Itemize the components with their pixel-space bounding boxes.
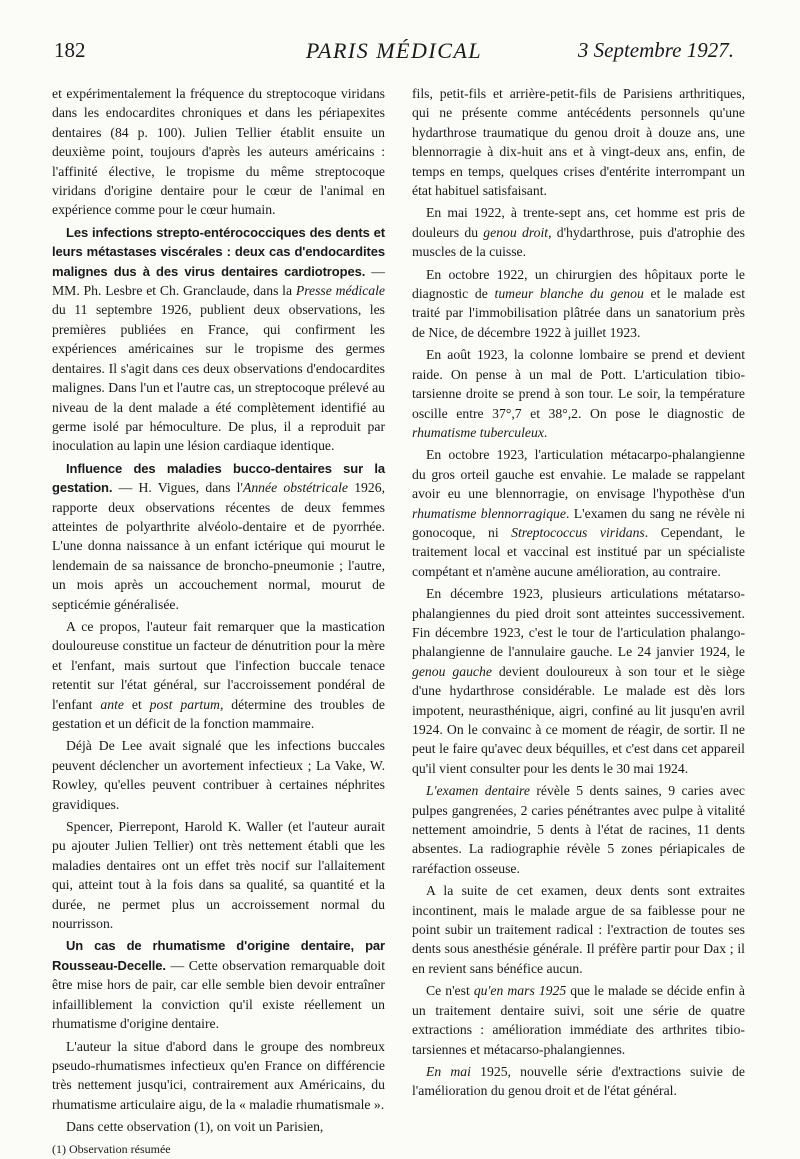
paragraph: Dans cette observation (1), on voit un Parisien, <box>66 1119 324 1135</box>
paragraph: Les infections strepto-entérococciques des dents et leurs métastases viscérales : deux cas d'endocardites malignes dus à des virus dentaires cardiotropes. — MM. Ph. Lesbre et Ch. Granclaude, dans la Presse médicale du 11 septembre 1926, publient deux observations, les premières publiées en France, qui confirment les expériences américaines sur le tropisme des germes dentaires. Il s'agit dans ces deux observations d'endocardites malignes. Dans l'un et l'autre cas, un streptocoque prélevé au niveau de la dent malade a été complètement identifié au germe isolé par hémoculture. De plus, il a reproduit par inoculation au lapin une lésion cardiaque identique. <box>52 224 386 454</box>
right-column <box>412 84 745 1101</box>
paragraph: En mai 1922, à trente-sept ans, cet homme est pris de douleurs du genou droit, d'hydarthrose, puis d'atrophie des muscles de la cuisse. <box>412 205 745 260</box>
paragraph: L'examen dentaire révèle 5 dents saines, 9 caries avec pulpes gangrenées, 2 caries pénétrantes avec pulpe à vitalité nettement amoindrie, 5 dents à l'état de racines, 11 dents absentes. La radiographie révèle 5 zones périapicales de raréfaction osseuse. <box>412 783 745 876</box>
journal-citation: Presse médicale <box>295 283 386 299</box>
running-head <box>54 38 734 72</box>
issue-date: 3 Septembre 1927. <box>577 38 734 62</box>
paragraph: En décembre 1923, plusieurs articulations métatarso-phalangiennes du pied droit sont atteintes successivement. Fin décembre 1923, c'est le tour de l'articulation phalango-phalangienne de l'annulaire gauche. Le 24 janvier 1924, le genou gauche devient douloureux à son tour et le siège d'une hydarthrose considérable. Le malade est dès lors impotent, neurasthénique, aigri, confiné au lit jusqu'en avril 1924. On le convainc à ce moment de réagir, de sortir. Il ne peut le faire qu'avec deux béquilles, et c'est dans cet appareil qu'il vient consulter pour les dents le 30 mai 1924. <box>412 586 745 776</box>
paragraph: Spencer, Pierrepont, Harold K. Waller (et l'auteur aurait pu ajouter Julien Tellier) ont très nettement établi que les maladies dentaires ont un effet très nocif sur l'allaitement qui, atteint tout à la fois dans sa qualité, sa quantité et la durée, ne permet plus un accroissement normal du nourrisson. <box>52 819 385 932</box>
paragraph: A ce propos, l'auteur fait remarquer que la mastication douloureuse constitue un facteur de dénutrition pour la mère et l'enfant, mais surtout que l'infection buccale tenace retentit sur l'état général, sur l'accroissement pondéral de l'enfant ante et post partum, détermine des troubles de gestation et un déficit de la fonction mammaire. <box>52 618 385 731</box>
footnote: (1) Observation résumée <box>52 1141 171 1156</box>
paragraph: En octobre 1923, l'articulation métacarpo-phalangienne du gros orteil gauche est envahie. Le malade se rappelant avoir eu une blennorragie, on envisage l'hypothèse d'un rhumatisme blennorragique. L'examen du sang ne révèle ni gonocoque, ni Streptococcus viridans. Cependant, le traitement local et vaccinal est institué par un spécialiste compétant et n'amène aucune amélioration, au contraire. <box>412 447 746 579</box>
paragraph: A la suite de cet examen, deux dents sont extraites incontinent, mais le malade argue de sa faiblesse pour ne point subir un traitement radical : l'extraction de toutes ses dents sous anesthésie générale. Il préfère partir pour Dax ; il en revient sans bénéfice aucun. <box>412 883 745 976</box>
paragraph: Influence des maladies bucco-dentaires sur la gestation. — H. Vigues, dans l'Année obstétricale 1926, rapporte deux observations récentes de deux femmes atteintes de polyarthrite alvéolo-dentaire et de pyorrhée. L'une donna naissance à un enfant ictérique qui mourut le lendemain de sa naissance de broncho-pneumonie ; l'autre, un mois après un accouchement normal, mourut de septicémie généralisée. <box>52 460 386 612</box>
section-heading: Un cas de rhumatisme d'origine dentaire, par Rousseau-Decelle. <box>52 938 385 973</box>
paragraph: Déjà De Lee avait signalé que les infections buccales peuvent déclencher un avortement infectieux ; La Vake, W. Rowley, qu'elles peuvent contribuer à certaines néphrites gravidiques. <box>52 738 385 812</box>
page-number: 182 <box>54 38 86 62</box>
paragraph: Ce n'est qu'en mars 1925 que le malade se décide enfin à un traitement dentaire suivi, soit une série de quatre extractions : amélioration immédiate des arthrites tibio-tarsiennes et métacarso-phalangiennes. <box>412 983 745 1057</box>
left-column <box>52 84 385 1159</box>
paragraph: fils, petit-fils et arrière-petit-fils de Parisiens arthritiques, qui ne présente comme antécédents personnels qu'une hydarthrose traumatique du genou droit à douze ans, une blennorragie à dix-huit ans et à vingt-deux ans, enfin, de temps en temps, quelques crises d'entérite interrompant un état habituel satisfaisant. <box>412 86 745 199</box>
journal-citation: Année obstétricale <box>242 480 348 496</box>
paragraph: En mai 1925, nouvelle série d'extractions suivie de l'amélioration du genou droit et de l'état général. <box>412 1063 745 1099</box>
paragraph: L'auteur la situe d'abord dans le groupe des nombreux pseudo-rhumatismes infectieux qu'en France on différencie très nettement jusqu'ici, contrairement aux Américains, du rhumatisme articulaire aigu, de la « maladie rhumatismale ». <box>52 1038 385 1112</box>
paragraph: En octobre 1922, un chirurgien des hôpitaux porte le diagnostic de tumeur blanche du genou et le malade est traité par l'immobilisation plâtrée dans un sanatorium près de Nice, de décembre 1922 à juillet 1923. <box>412 266 745 340</box>
section-heading: Influence des maladies bucco-dentaires sur la gestation. <box>52 460 385 496</box>
section-heading: Les infections strepto-entérococciques des dents et leurs métastases viscérales : deux cas d'endocardites malignes dus à des virus dentaires cardiotropes. <box>52 224 385 279</box>
journal-title: PARIS MÉDICAL <box>305 38 483 63</box>
paragraph: Un cas de rhumatisme d'origine dentaire, par Rousseau-Decelle. — Cette observation remarquable doit être mise hors de pair, car elle semble bien devoir entraîner infailliblement la conviction qu'il existe réellement un rhumatisme d'origine dentaire. <box>52 938 385 1032</box>
paragraph: En août 1923, la colonne lombaire se prend et devient raide. On pense à un mal de Pott. L'articulation tibio-tarsienne droite se prend à son tour. Le soir, la température oscille entre 37°,7 et 38°,2. On pose le diagnostic de rhumatisme tuberculeux. <box>412 347 745 440</box>
paragraph: et expérimentalement la fréquence du streptocoque viridans dans les endocardites chroniques et dans les périapexites dentaires (84 p. 100). Julien Tellier établit ensuite un deuxième point, toujours d'après les auteurs américains : l'affinité élective, le tropisme du même streptocoque viridans d'origine dentaire pour le cœur de l'animal en expérience comme pour le cœur humain. <box>52 86 385 218</box>
